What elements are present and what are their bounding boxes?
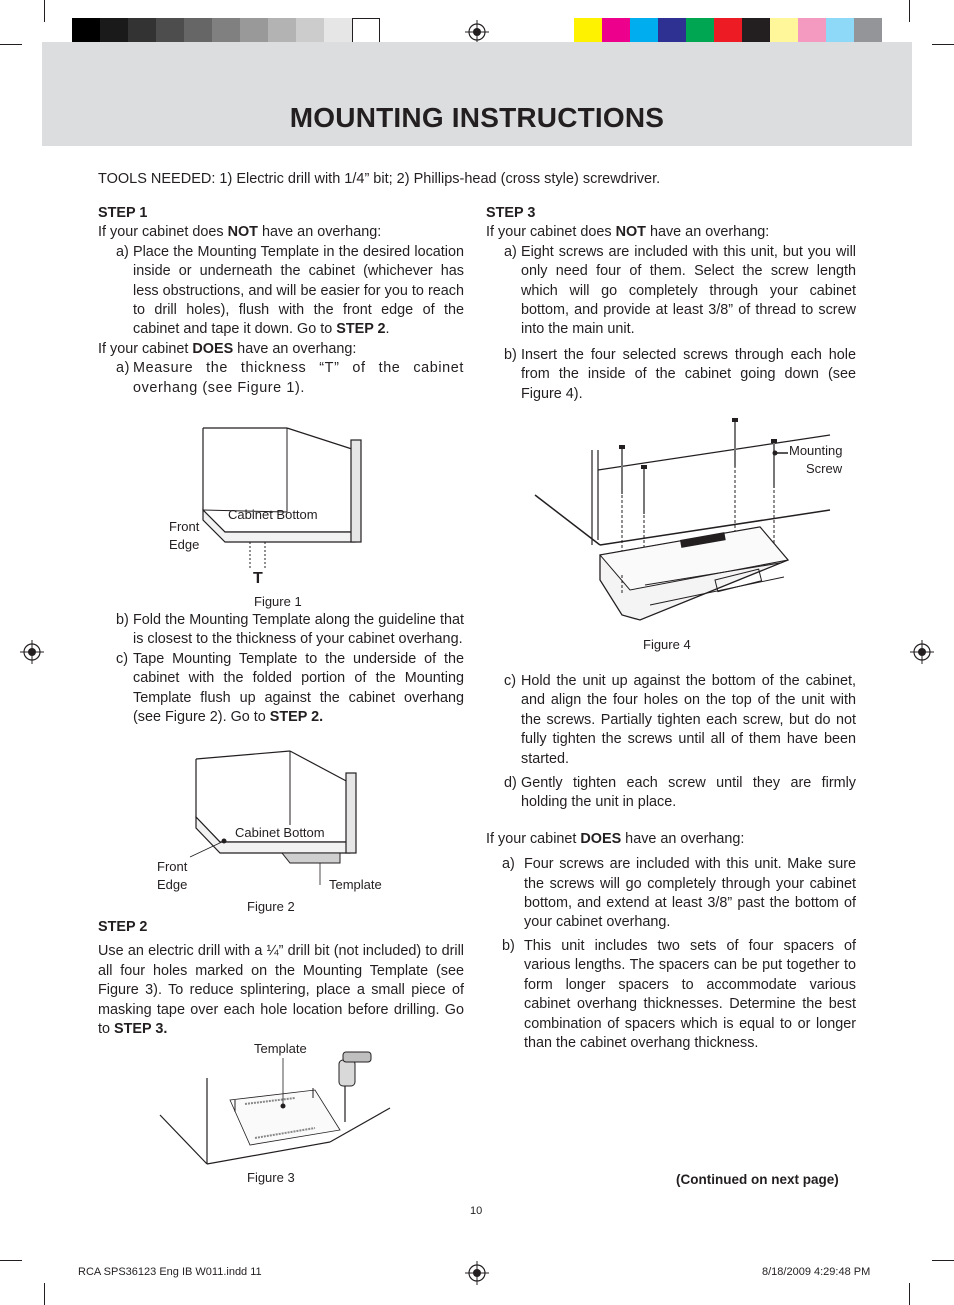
step3-section bbox=[486, 204, 856, 404]
step3-item-d: d) Gently tighten each screw until they are firmly holding the unit in place. bbox=[504, 775, 856, 811]
figure2-front-label: Front bbox=[157, 859, 188, 874]
figure1-front-label: Front bbox=[169, 519, 200, 534]
crop-mark bbox=[932, 1260, 954, 1261]
registration-mark-icon bbox=[465, 1261, 489, 1285]
tools-needed: TOOLS NEEDED: 1) Electric drill with 1/4” bit; 2) Phillips-head (cross style) screwdriver. bbox=[98, 171, 661, 187]
registration-mark-icon bbox=[20, 640, 44, 664]
footer-timestamp: 8/18/2009 4:29:48 PM bbox=[762, 1266, 871, 1278]
step3-item-b2: b) This unit includes two sets of four spacers of various lengths. The spacers can be put together to form longer spacers to accommodate various cabinet overhang thicknesses. Determine the best combination of spacers which is equal to or longer than the cabinet overhang thickness. bbox=[502, 937, 856, 1051]
crop-mark bbox=[0, 44, 22, 45]
step1-section-cont bbox=[98, 611, 464, 727]
figure4-caption: Figure 4 bbox=[643, 637, 691, 652]
figure1-t-label: T bbox=[253, 570, 263, 587]
step1-heading: STEP 1 bbox=[98, 205, 148, 221]
registration-mark-icon bbox=[910, 640, 934, 664]
step2-section bbox=[98, 918, 464, 1039]
figure1-cabinet-bottom-label: Cabinet Bottom bbox=[228, 507, 318, 522]
step1-item-a2: a) Measure the thickness “T” of the cabinet overhang (see Figure 1). bbox=[116, 360, 464, 396]
footer-file-name: RCA SPS36123 Eng IB W011.indd 11 bbox=[78, 1266, 262, 1278]
crop-mark bbox=[44, 1283, 45, 1305]
step3-item-a: a) Eight screws are included with this unit, but you will only need four of them. Select the screw length which will go completely through your cabinet bottom, and provide at least 3/8” of thread to screw into the main unit. bbox=[504, 243, 856, 338]
figure2-cabinet-bottom-label: Cabinet Bottom bbox=[235, 825, 325, 840]
crop-mark bbox=[44, 0, 45, 22]
figure1-caption: Figure 1 bbox=[254, 594, 302, 609]
figure1-cabinet-diagram bbox=[165, 420, 375, 590]
figure2-edge-label: Edge bbox=[157, 877, 188, 892]
figure1-edge-label: Edge bbox=[169, 537, 200, 552]
crop-mark bbox=[0, 1260, 22, 1261]
step2-heading: STEP 2 bbox=[98, 919, 148, 935]
step3-no-overhang: If your cabinet does NOT have an overhang: bbox=[486, 224, 770, 241]
step1-item-c: c) Tape Mounting Template to the underside of the cabinet with the folded portion of the Mounting Template flush up against the cabinet overhang (see Figure 2). Go to STEP 2. bbox=[116, 650, 464, 726]
figure2-caption: Figure 2 bbox=[247, 899, 295, 914]
figure4-mounting-label: Mounting bbox=[789, 443, 843, 458]
step1-item-a: a) Place the Mounting Template in the desired location inside or underneath the cabinet (whichever has less obstructions, and will be easier for you to reach to drill holes), flush with the front edge of the cabinet and tape it down. Go to STEP 2. bbox=[116, 243, 464, 338]
step1-no-overhang: If your cabinet does NOT have an overhang: bbox=[98, 224, 382, 241]
step3-does-overhang: If your cabinet DOES have an overhang: bbox=[486, 830, 745, 847]
page-title: MOUNTING INSTRUCTIONS bbox=[289, 102, 665, 133]
step1-does-overhang: If your cabinet DOES have an overhang: bbox=[98, 340, 357, 357]
crop-mark bbox=[909, 1283, 910, 1305]
figure3-caption: Figure 3 bbox=[247, 1170, 295, 1185]
continued-note: (Continued on next page) bbox=[676, 1172, 839, 1187]
step3-item-b: b) Insert the four selected screws through each hole from the inside of the cabinet going down (see Figure 4). bbox=[504, 346, 856, 402]
step2-text: Use an electric drill with a ¼” drill bit (not included) to drill all four holes marked on the Mounting Template (see Figure 3). To reduce splintering, place a small piece of masking tape over each hole location before drilling. Go to STEP 3. bbox=[98, 943, 464, 1038]
figure3-template-label: Template bbox=[254, 1041, 307, 1056]
page-number: 10 bbox=[470, 1205, 483, 1217]
crop-mark bbox=[909, 0, 910, 22]
registration-mark-icon bbox=[465, 20, 489, 44]
figure2-template-label: Template bbox=[329, 877, 382, 892]
figure3-drill-diagram bbox=[155, 1050, 400, 1170]
step3-heading: STEP 3 bbox=[486, 205, 536, 221]
step1-section bbox=[98, 204, 464, 398]
step3-item-c: c) Hold the unit up against the bottom of the cabinet, and align the four holes on the top of the unit with the screws. Partially tighten each screw, but do not fully tighten the screws until all of them have been started. bbox=[504, 673, 856, 767]
crop-mark bbox=[932, 44, 954, 45]
figure4-screw-label: Screw bbox=[806, 461, 843, 476]
step3-item-a2: a) Four screws are included with this unit. Make sure the screws will go completely through your cabinet bottom, and extend at least 3/8” past the bottom of your cabinet overhang. bbox=[502, 856, 856, 931]
step3-section-cont bbox=[486, 672, 856, 1053]
step1-item-b: b) Fold the Mounting Template along the guideline that is closest to the thickness of your cabinet overhang. bbox=[116, 612, 464, 648]
